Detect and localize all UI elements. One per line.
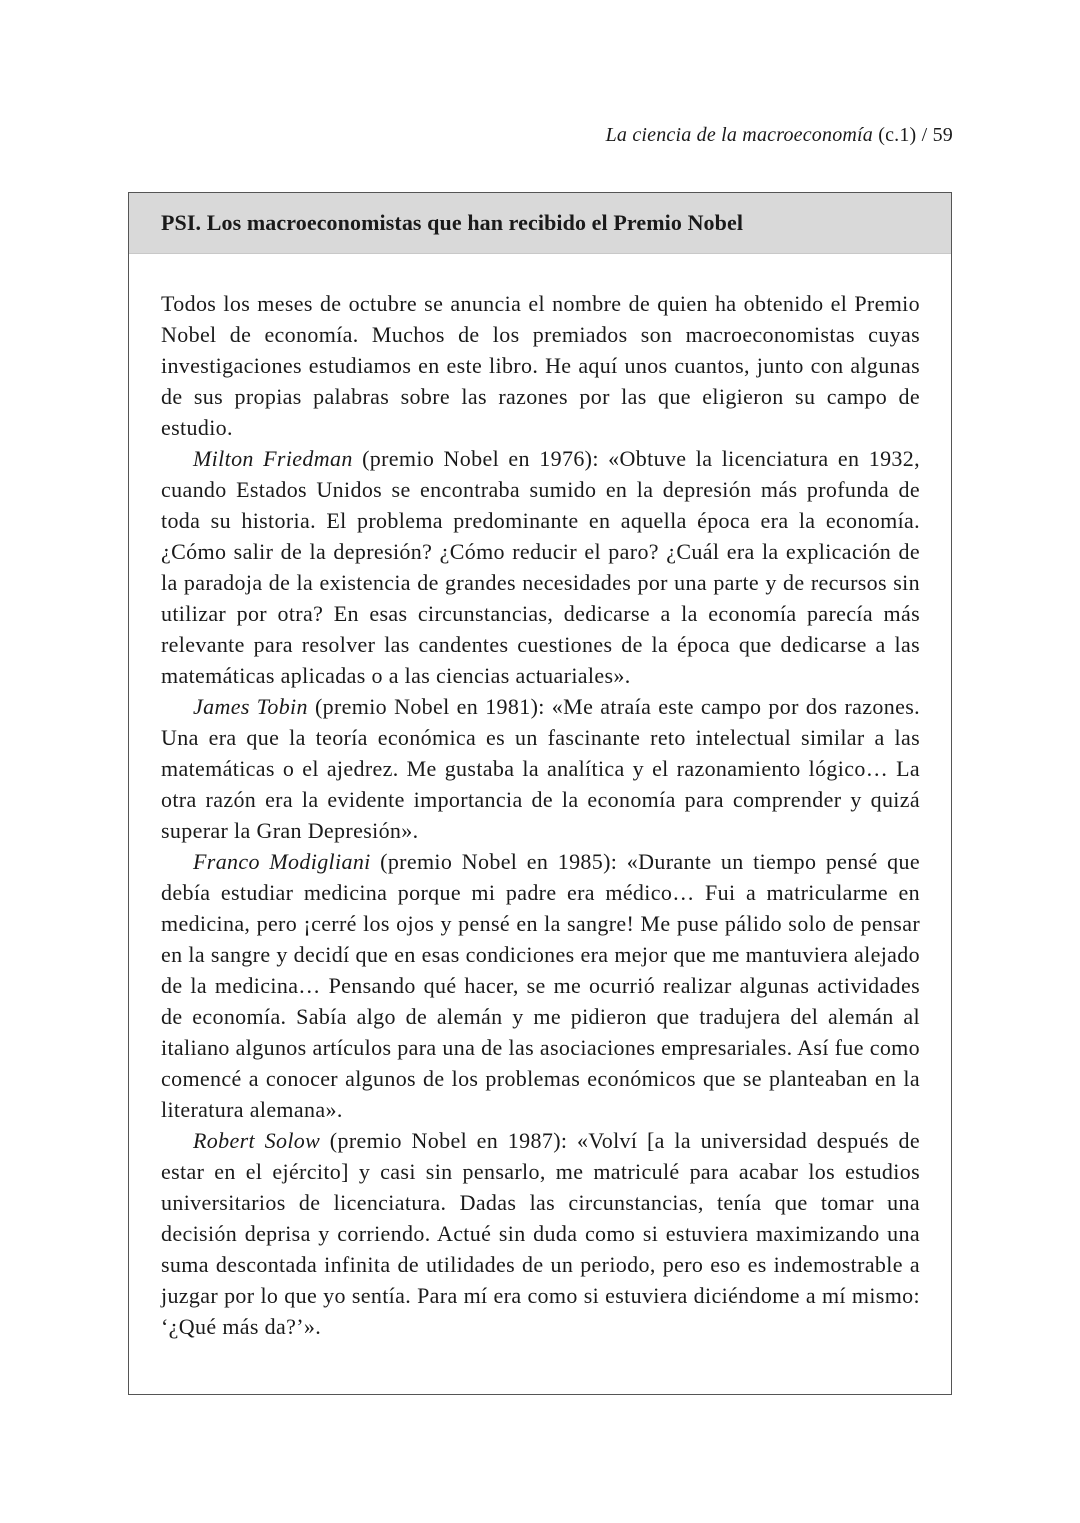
quote-text: (premio Nobel en 1976): «Obtuve la licenciatura en 1932, cuando Estados Unidos se encontraba sumido en la depresión más profunda de toda su historia. El problema predominante en aquella época era la economía. ¿Cómo salir de la depresión? ¿Cómo reducir el paro? ¿Cuál era la explicación de la paradoja de la existencia de grandes necesidades por una parte y de recursos sin utilizar por otra? En esas circunstancias, dedicarse a la economía parecía más relevante para resolver las candentes cuestiones de la época que dedicarse a las matemáticas aplicadas o a las ciencias actuariales». (161, 446, 920, 688)
box-title: PSI. Los macroeconomistas que han recibido el Premio Nobel (161, 210, 744, 235)
box-body (129, 254, 951, 1342)
laureate-name: James Tobin (193, 694, 308, 719)
sidebar-box (128, 192, 952, 1395)
quote-paragraph (161, 691, 920, 846)
page-number: 59 (932, 124, 953, 146)
running-head-title: La ciencia de la macroeconomía (605, 124, 874, 146)
running-head-separator: / (921, 124, 928, 146)
laureate-name: Milton Friedman (193, 446, 353, 471)
running-head-chapter: (c.1) (878, 124, 917, 146)
intro-paragraph: Todos los meses de octubre se anuncia el nombre de quien ha obtenido el Premio Nobel de economía. Muchos de los premiados son macroeconomistas cuyas investigaciones estudiamos en este libro. He aquí unos cuantos, junto con algunas de sus propias palabras sobre las razones por las que eligieron su campo de estudio. (161, 291, 920, 440)
quote-paragraph (161, 443, 920, 691)
quote-text: (premio Nobel en 1981): «Me atraía este campo por dos razones. Una era que la teoría económica es un fascinante reto intelectual similar a las matemáticas o el ajedrez. Me gustaba la analítica y el razonamiento lógico… La otra razón era la evidente importancia de la economía para comprender y quizá superar la Gran Depresión». (161, 694, 920, 843)
running-head (606, 124, 953, 147)
quote-paragraph (161, 1125, 920, 1342)
laureate-name: Robert Solow (193, 1128, 321, 1153)
quote-text: (premio Nobel en 1987): «Volví [a la universidad después de estar en el ejército] y casi sin pensarlo, me matriculé para acabar los estudios universitarios de licenciatura. Dadas las circunstancias, tenía que tomar una decisión deprisa y corriendo. Actué sin duda como si estuviera maximizando una suma descontada infinita de utilidades de un periodo, pero eso es indemostrable a juzgar por lo que yo sentía. Para mí era como si estuviera diciéndome a mí mismo: ‘¿Qué más da?’». (161, 1128, 920, 1339)
quote-paragraph (161, 846, 920, 1125)
quote-text: (premio Nobel en 1985): «Durante un tiempo pensé que debía estudiar medicina porque mi padre era médico… Fui a matricularme en medicina, pero ¡cerré los ojos y pensé en la sangre! Me puse pálido solo de pensar en la sangre y decidí que en esas condiciones era mejor que me mantuviera alejado de la medicina… Pensando qué hacer, se me ocurrió realizar algunas actividades de economía. Sabía algo de alemán y me pidieron que tradujera del alemán al italiano algunos artículos para una de las asociaciones empresariales. Así fue como comencé a conocer algunos de los problemas económicos que se planteaban en la literatura alemana». (161, 849, 920, 1122)
laureate-name: Franco Modigliani (193, 849, 371, 874)
box-header (129, 193, 951, 254)
